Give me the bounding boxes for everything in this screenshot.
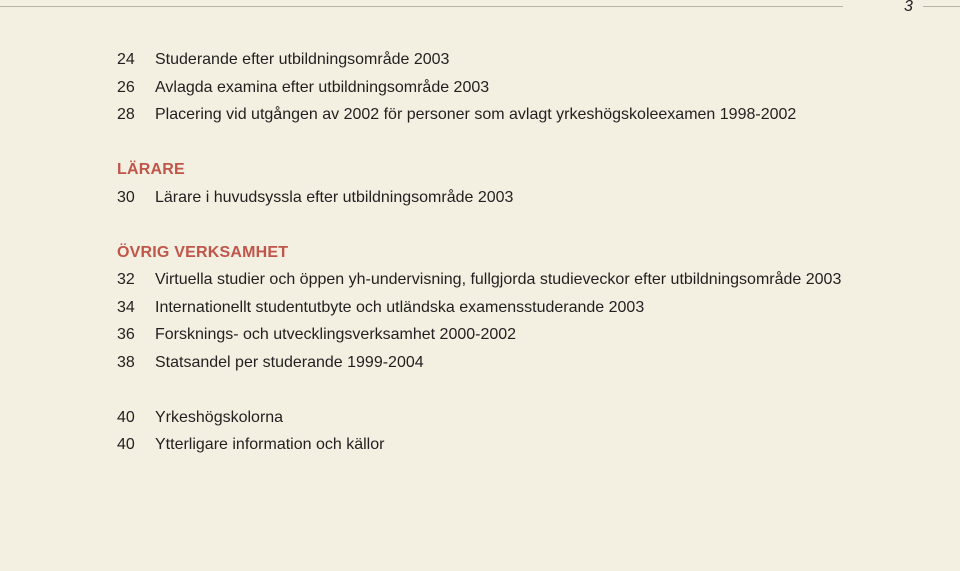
toc-entry-page: 40 (117, 409, 135, 426)
toc-entry[interactable] (117, 296, 644, 320)
toc-entry-title: Virtuella studier och öppen yh-undervisning, fullgjorda studieveckor efter utbildningsområde 2003 (155, 271, 842, 288)
top-rule-left (0, 6, 843, 7)
toc-entry-title: Avlagda examina efter utbildningsområde 2003 (155, 79, 490, 96)
page-number: 3 (904, 0, 913, 15)
toc-entry[interactable] (117, 186, 513, 210)
toc-entry-page: 40 (117, 436, 135, 453)
toc-entry-page: 34 (117, 299, 135, 316)
toc-entry[interactable] (117, 351, 424, 375)
toc-entry[interactable] (117, 268, 841, 292)
toc-entry-title: Lärare i huvudsyssla efter utbildningsområde 2003 (155, 189, 514, 206)
toc-entry-title: Forsknings- och utvecklingsverksamhet 2000-2002 (155, 326, 517, 343)
toc-entry-title: Ytterligare information och källor (155, 436, 385, 453)
toc-entry[interactable] (117, 323, 516, 347)
toc-entry-page: 38 (117, 354, 135, 371)
toc-entry-title: Studerande efter utbildningsområde 2003 (155, 51, 450, 68)
toc-entry[interactable] (117, 103, 796, 127)
section-heading-ovrig-verksamhet: ÖVRIG VERKSAMHET (117, 244, 289, 261)
toc-entry-page: 32 (117, 271, 135, 288)
toc-entry-page: 28 (117, 106, 135, 123)
toc-entry[interactable] (117, 406, 283, 430)
top-rule-right (923, 6, 960, 7)
toc-entry[interactable] (117, 76, 489, 100)
toc-entry-title: Placering vid utgången av 2002 för personer som avlagt yrkeshögskoleexamen 1998-2002 (155, 106, 797, 123)
toc-entry-page: 30 (117, 189, 135, 206)
toc-entry[interactable] (117, 433, 384, 457)
toc-entry-title: Internationellt studentutbyte och utländska examensstuderande 2003 (155, 299, 645, 316)
toc-entry-title: Statsandel per studerande 1999-2004 (155, 354, 424, 371)
toc-entry-page: 24 (117, 51, 135, 68)
toc-entry-page: 26 (117, 79, 135, 96)
section-heading-larare: LÄRARE (117, 161, 185, 178)
toc-entry-title: Yrkeshögskolorna (155, 409, 284, 426)
toc-entry[interactable] (117, 48, 449, 72)
toc-entry-page: 36 (117, 326, 135, 343)
